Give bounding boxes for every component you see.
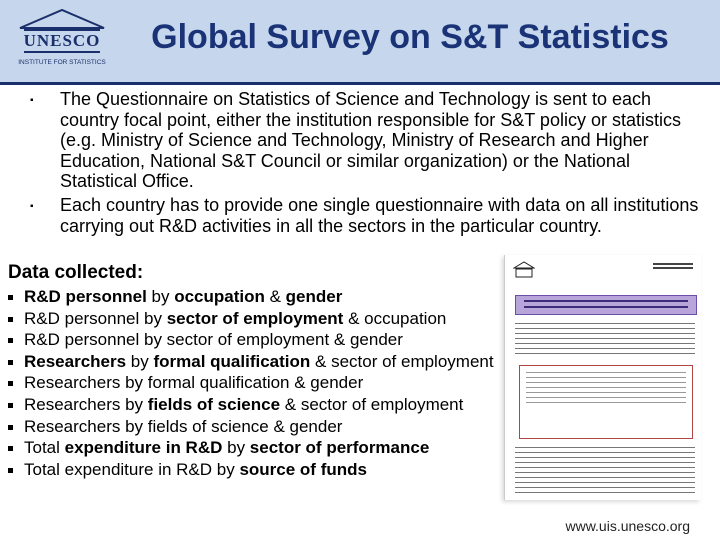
questionnaire-document-image: [504, 255, 701, 500]
unesco-logo: [14, 6, 110, 72]
data-item-text: R&D personnel: [24, 287, 147, 306]
data-item: [8, 437, 494, 459]
data-item-text: & occupation: [343, 308, 447, 328]
bullet-marker: [8, 446, 13, 451]
bullet-marker: [8, 425, 13, 430]
data-item-text: by: [146, 287, 175, 306]
title-band: [0, 0, 720, 85]
data-item-text: Researchers: [24, 351, 127, 371]
data-item-text: Researchers by: [24, 394, 148, 414]
data-item-text: formal qualification: [153, 351, 311, 371]
data-item-text: by: [222, 438, 250, 458]
bullet-marker: [8, 403, 13, 408]
data-item-text: gender: [285, 287, 343, 306]
data-item-text: R&D personnel by sector of employment & gender: [24, 330, 403, 350]
bullet-marker: ▪: [30, 201, 34, 212]
bullet-marker: [8, 295, 13, 300]
data-item: [8, 394, 494, 416]
data-item-text: expenditure in R&D: [64, 438, 223, 458]
data-item: [8, 286, 494, 308]
svg-text:UNESCO: UNESCO: [23, 31, 101, 50]
website-url: www.uis.unesco.org: [565, 518, 690, 534]
bullet-marker: [8, 317, 13, 322]
intro-paragraph-1: The Questionnaire on Statistics of Science and Technology is sent to each country focal point, either the institution responsible for S&T policy or statistics (e.g. Ministry of Science and Technology, Ministry of Research and Higher Education, National S&T Council or similar organization) or the National Statistical Office.: [60, 89, 681, 191]
data-item-text: & sector of employment: [280, 394, 464, 414]
data-item: [8, 351, 494, 373]
data-item-text: source of funds: [239, 459, 367, 479]
bullet-marker: [8, 468, 13, 473]
page-title: Global Survey on S&T Statistics: [151, 18, 669, 56]
data-item: [8, 329, 494, 351]
data-item: [8, 459, 494, 481]
data-item-text: Researchers by fields of science & gender: [24, 416, 343, 436]
intro-paragraph-2: Each country has to provide one single questionnaire with data on all institutions carrying out R&D activities in all the sectors in the particular country.: [60, 195, 699, 236]
bullet-marker: [8, 381, 13, 386]
data-collected-list: [8, 286, 494, 480]
data-item: [8, 372, 494, 394]
section-label: Data collected:: [8, 262, 144, 283]
data-item-text: Total: [24, 438, 65, 458]
data-item-text: R&D personnel by: [24, 308, 167, 328]
data-item-text: & sector of employment: [310, 351, 494, 371]
data-item-text: sector of employment: [166, 308, 344, 328]
document-logo-icon: [513, 261, 535, 281]
bullet-marker: [8, 338, 13, 343]
data-item: [8, 308, 494, 330]
bullet-marker: [8, 360, 13, 365]
data-item-text: sector of performance: [249, 438, 430, 458]
data-item-text: &: [264, 287, 286, 306]
bullet-marker: ▪: [30, 95, 34, 106]
data-item-text: occupation: [174, 287, 265, 306]
data-item-text: Total expenditure in R&D by: [24, 459, 240, 479]
svg-text:INSTITUTE FOR STATISTICS: INSTITUTE FOR STATISTICS: [18, 59, 106, 66]
data-item-text: Researchers by formal qualification & gender: [24, 373, 364, 393]
data-item: [8, 416, 494, 438]
data-item-text: fields of science: [147, 394, 281, 414]
data-item-text: by: [126, 351, 154, 371]
